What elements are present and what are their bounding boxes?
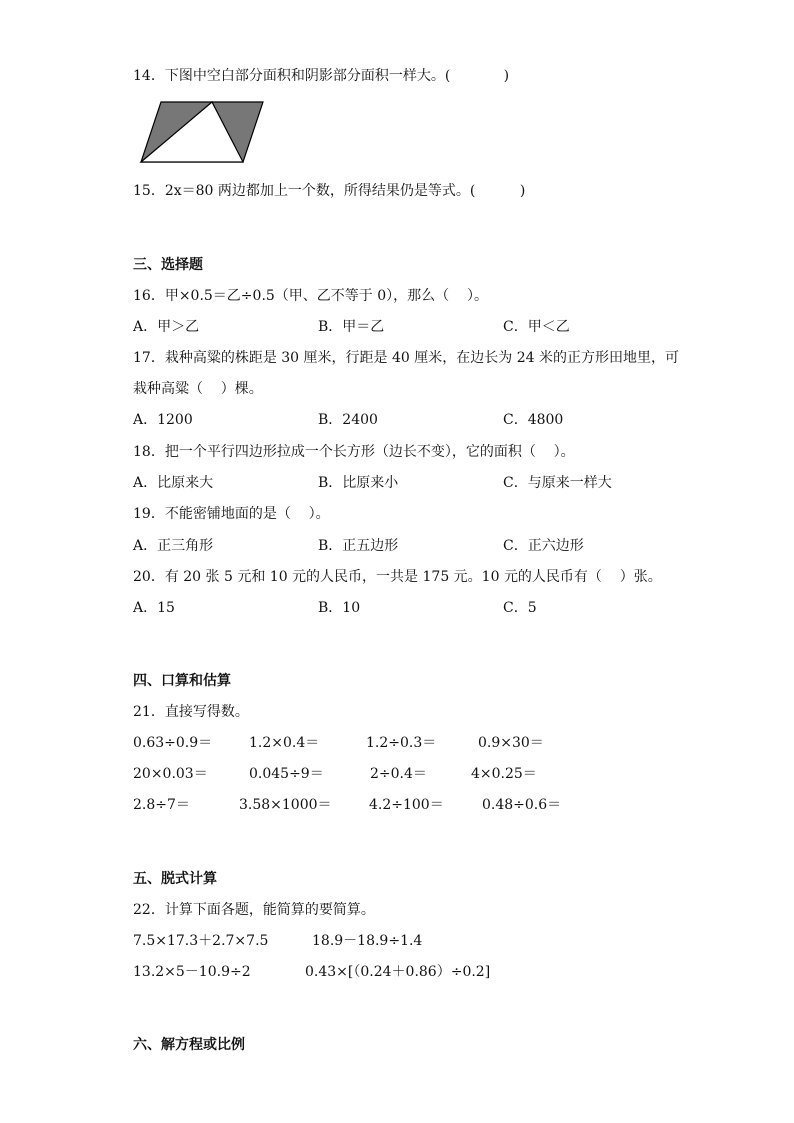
section-title-step-calc: 五、脱式计算 [133,871,217,887]
calc-r3c3: 4.2÷100＝ [369,797,444,813]
question-17-line2: 栽种高粱（ ）棵。 [133,381,263,397]
q18-option-b: B．比原来小 [318,475,399,491]
expr-r2c2: 0.43×[（0.24＋0.86）÷0.2] [305,964,491,980]
expr-r2c1: 13.2×5－10.9÷2 [133,964,251,980]
question-18: 18．把一个平行四边形拉成一个长方形（边长不变），它的面积（ ）。 [133,444,575,460]
section-title-mental-math: 四、口算和估算 [133,673,231,689]
question-17-line1: 17．栽种高粱的株距是 30 厘米，行距是 40 厘米，在边长为 24 米的正方形田地里，可 [133,350,679,366]
calc-r3c4: 0.48÷0.6＝ [482,797,562,813]
question-21: 21．直接写得数。 [133,704,249,720]
calc-r1c3: 1.2÷0.3＝ [366,735,437,751]
calc-r2c4: 4×0.25＝ [471,766,537,782]
question-20: 20．有 20 张 5 元和 10 元的人民币，一共是 175 元。10 元的人民币有（ ）张。 [133,569,662,585]
calc-r2c1: 20×0.03＝ [133,766,208,782]
question-15: 15．2x＝80 两边都加上一个数，所得结果仍是等式。( ) [133,183,526,199]
q20-option-c: C．5 [503,600,537,616]
question-22: 22．计算下面各题，能简算的要简算。 [133,902,375,918]
calc-r2c2: 0.045÷9＝ [249,766,324,782]
calc-r1c4: 0.9×30＝ [478,735,544,751]
q18-option-c: C．与原来一样大 [503,475,612,491]
q18-option-a: A．比原来大 [133,475,214,491]
q20-option-a: A．15 [133,600,175,616]
expr-r1c2: 18.9－18.9÷1.4 [312,933,423,949]
section-title-equations: 六、解方程或比例 [133,1037,245,1053]
q19-option-c: C．正六边形 [503,538,584,554]
q17-option-b: B．2400 [318,412,378,428]
q16-option-c: C．甲＜乙 [503,319,570,335]
q16-option-b: B．甲＝乙 [318,319,385,335]
calc-r3c2: 3.58×1000＝ [239,797,332,813]
q17-option-c: C．4800 [503,412,564,428]
q19-option-b: B．正五边形 [318,538,399,554]
expr-r1c1: 7.5×17.3＋2.7×7.5 [133,933,269,949]
question-16: 16．甲×0.5＝乙÷0.5（甲、乙不等于 0），那么（ ）。 [133,288,488,304]
calc-r1c1: 0.63÷0.9＝ [133,735,213,751]
q16-option-a: A．甲＞乙 [133,319,200,335]
calc-r1c2: 1.2×0.4＝ [249,735,320,751]
section-title-choice: 三、选择题 [133,257,203,273]
question-19: 19．不能密铺地面的是（ ）。 [133,506,330,522]
calc-r2c3: 2÷0.4＝ [370,766,427,782]
q19-option-a: A．正三角形 [133,538,214,554]
q20-option-b: B．10 [318,600,361,616]
question-14: 14．下图中空白部分面积和阴影部分面积一样大。( ) [133,68,510,84]
parallelogram-figure [139,100,265,164]
calc-r3c1: 2.8÷7＝ [133,797,190,813]
q17-option-a: A．1200 [133,412,193,428]
